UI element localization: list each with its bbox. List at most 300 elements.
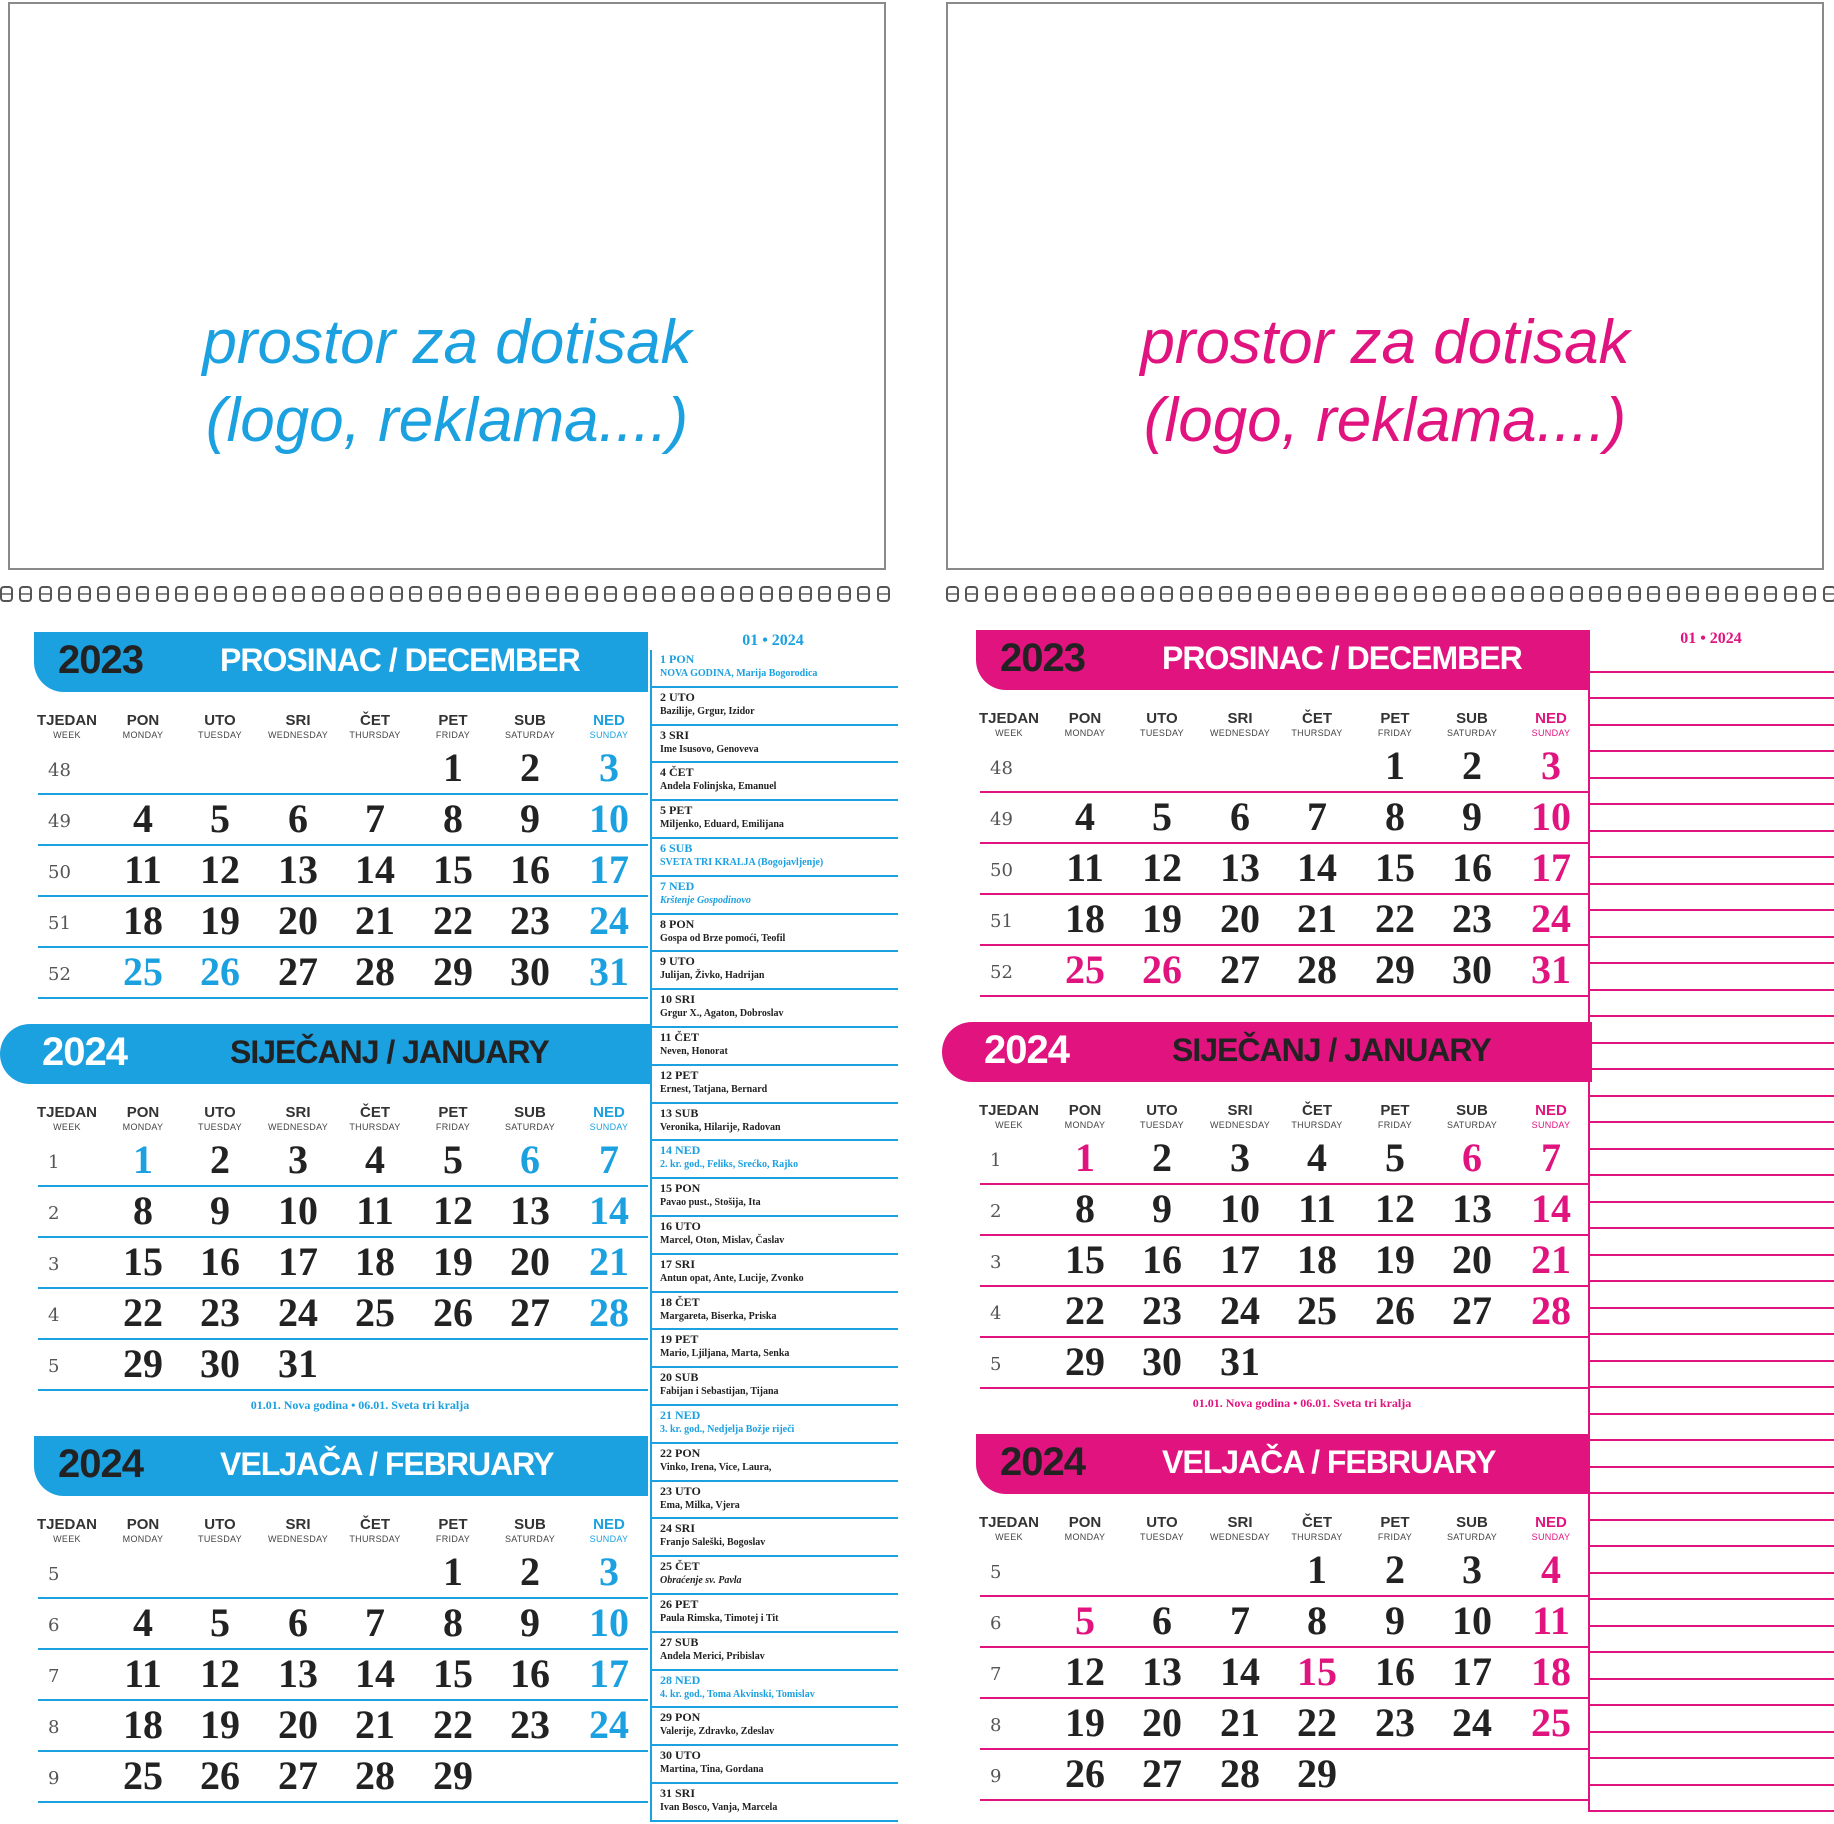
month-year: 2024 [42, 1030, 127, 1074]
nameday-entry [652, 1708, 898, 1746]
day-cell: 14 [1531, 1186, 1571, 1231]
week-number: 9 [48, 1768, 60, 1789]
note-line [1590, 805, 1834, 832]
nameday-date: 16 UTO [660, 1218, 701, 1233]
notes-lines [1588, 646, 1834, 1812]
day-cell: 8 [1307, 1598, 1327, 1643]
row-divider [980, 1799, 1590, 1801]
nameday-title: 01 • 2024 [742, 632, 804, 649]
weekday-name: ČET [360, 712, 390, 729]
nameday-entry [652, 915, 898, 953]
week-number: 5 [990, 1354, 1002, 1375]
nameday-names: Veronika, Hilarije, Radovan [660, 1121, 781, 1133]
holiday-note: 01.01. Nova godina • 06.01. Sveta tri kralja [250, 1398, 470, 1412]
weekday-name-en: SATURDAY [504, 730, 556, 740]
nameday-entry [652, 688, 898, 726]
day-cell: 19 [1142, 896, 1182, 941]
nameday-entry [652, 1444, 898, 1482]
day-cell: 14 [1297, 845, 1337, 890]
week-row [980, 844, 1590, 895]
nameday-date: 6 SUB [660, 840, 693, 855]
weekday-name: PON [126, 1516, 160, 1533]
weekday-header [1201, 710, 1279, 739]
note-line [1590, 1441, 1834, 1468]
spiral-ring [1375, 586, 1388, 602]
day-cell: 18 [1297, 1237, 1337, 1282]
weekday-name: ČET [1302, 710, 1332, 727]
spiral-ring [78, 586, 91, 602]
day-cell: 14 [355, 1651, 395, 1696]
spiral-ring [19, 586, 32, 602]
day-cell: 26 [1375, 1288, 1415, 1333]
spiral-ring [1004, 586, 1017, 602]
weekday-name-en: WEDNESDAY [267, 1534, 329, 1544]
week-row [980, 1338, 1590, 1389]
weekday-name: UTO [204, 1516, 236, 1533]
nameday-date: 10 SRI [660, 992, 696, 1007]
day-cell: 26 [1142, 947, 1182, 992]
month-year: 2024 [1000, 1440, 1085, 1484]
week-number: 4 [48, 1305, 60, 1326]
weekday-name-en: THURSDAY [349, 730, 401, 740]
nameday-entry [652, 1028, 898, 1066]
spiral-ring [390, 586, 403, 602]
nameday-date: 19 PET [660, 1332, 699, 1347]
day-cell: 12 [200, 847, 240, 892]
day-cell: 28 [355, 1753, 395, 1798]
spiral-ring [1316, 586, 1329, 602]
month-title: SIJEČANJ / JANUARY [1172, 1032, 1491, 1068]
day-cell: 30 [510, 949, 550, 994]
weekday-header [1433, 710, 1511, 739]
day-cell: 13 [278, 847, 318, 892]
spiral-ring [643, 586, 656, 602]
nameday-names: 3. kr. god., Nedjelja Božje riječi [660, 1423, 795, 1435]
weekday-header [1046, 710, 1124, 739]
day-cell: 6 [1152, 1598, 1172, 1643]
day-cell: 15 [1375, 845, 1415, 890]
weekday-name: NED [593, 1104, 625, 1121]
nameday-entry [652, 1519, 898, 1557]
day-cell: 3 [1462, 1547, 1482, 1592]
day-cell: 2 [210, 1137, 230, 1182]
month-block [0, 1024, 650, 1412]
weekday-header [1123, 1514, 1201, 1543]
spiral-ring [507, 586, 520, 602]
week-row [980, 793, 1590, 844]
day-cell: 24 [1220, 1288, 1260, 1333]
note-line [1590, 779, 1834, 806]
nameday-entry [652, 839, 898, 877]
spiral-ring [585, 586, 598, 602]
nameday-names: SVETA TRI KRALJA (Bogojavljenje) [660, 856, 824, 868]
nameday-date: 23 UTO [660, 1483, 701, 1498]
weekday-name: TJEDAN [36, 712, 97, 729]
spiral-ring [1258, 586, 1271, 602]
nameday-entry [652, 1330, 898, 1368]
weekday-header [970, 1514, 1048, 1543]
day-cell: 1 [133, 1137, 153, 1182]
day-cell: 31 [589, 949, 629, 994]
nameday-date: 1 PON [660, 652, 695, 666]
note-line [1590, 1680, 1834, 1707]
day-cell: 22 [1065, 1288, 1105, 1333]
day-cell: 25 [1065, 947, 1105, 992]
spiral-ring [370, 586, 383, 602]
row-divider [980, 1387, 1590, 1389]
note-line [1590, 1627, 1834, 1654]
day-cell: 28 [589, 1290, 629, 1335]
weekday-name-en: WEDNESDAY [1209, 1120, 1271, 1130]
nameday-names: Valerije, Zdravko, Zdeslav [660, 1726, 775, 1738]
spiral-ring [965, 586, 978, 602]
weekday-name-en: SUNDAY [589, 730, 629, 740]
spiral-ring [701, 586, 714, 602]
nameday-names: Paula Rimska, Timotej i Tit [660, 1612, 779, 1624]
weekday-header [491, 1104, 569, 1133]
week-number: 52 [48, 964, 71, 985]
weekday-name: PET [438, 1516, 468, 1533]
weekday-header [1356, 1514, 1434, 1543]
nameday-date: 26 PET [660, 1596, 699, 1611]
spiral-ring [1511, 586, 1524, 602]
weekday-header [491, 1516, 569, 1545]
nameday-names: Fabijan i Sebastijan, Tijana [660, 1386, 779, 1398]
nameday-date: 22 PON [660, 1445, 701, 1460]
note-line [1590, 646, 1834, 673]
spiral-ring [1453, 586, 1466, 602]
day-cell: 17 [1531, 845, 1571, 890]
weekday-name: ČET [1302, 1514, 1332, 1531]
nameday-date: 30 UTO [660, 1748, 701, 1763]
spiral-ring [662, 586, 675, 602]
nameday-entry [652, 763, 898, 801]
weekday-name-en: SATURDAY [504, 1534, 556, 1544]
weekday-name: TJEDAN [36, 1104, 97, 1121]
nameday-date: 4 ČET [660, 765, 694, 780]
note-line [1590, 673, 1834, 700]
spiral-ring [312, 586, 325, 602]
spiral-ring [946, 586, 959, 602]
weekday-header [336, 712, 414, 741]
day-cell: 12 [1375, 1186, 1415, 1231]
day-cell: 12 [1065, 1649, 1105, 1694]
spiral-ring [1414, 586, 1427, 602]
week-row [980, 1597, 1590, 1648]
weekday-name-en: FRIDAY [435, 1534, 471, 1544]
day-cell: 14 [589, 1188, 629, 1233]
day-cell: 8 [1385, 794, 1405, 839]
nameday-date: 8 PON [660, 916, 695, 931]
day-cell: 27 [1142, 1751, 1182, 1796]
note-line [1590, 1706, 1834, 1733]
day-cell: 9 [1152, 1186, 1172, 1231]
day-cell: 22 [1297, 1700, 1337, 1745]
ad-text-line2: (logo, reklama....) [1143, 386, 1627, 455]
week-row [38, 897, 648, 948]
ad-placeholder-box [946, 2, 1824, 570]
spiral-ring [448, 586, 461, 602]
spiral-ring [39, 586, 52, 602]
nameday-entry [652, 1179, 898, 1217]
day-cell: 5 [443, 1137, 463, 1182]
weekday-header [259, 1516, 337, 1545]
month-title: PROSINAC / DECEMBER [1162, 640, 1522, 676]
week-number: 49 [990, 809, 1013, 830]
weekday-name: UTO [1146, 1102, 1178, 1119]
weekday-name: UTO [204, 712, 236, 729]
nameday-date: 17 SRI [660, 1256, 696, 1271]
spiral-ring [1121, 586, 1134, 602]
spiral-ring [156, 586, 169, 602]
day-cell: 13 [1142, 1649, 1182, 1694]
note-line [1590, 1388, 1834, 1415]
note-line [1590, 1494, 1834, 1521]
nameday-date: 7 NED [660, 878, 695, 893]
day-cell: 15 [433, 1651, 473, 1696]
note-line [1590, 911, 1834, 938]
spiral-ring [604, 586, 617, 602]
day-cell: 17 [589, 1651, 629, 1696]
spiral-ring [1082, 586, 1095, 602]
nameday-entry [652, 1141, 898, 1179]
month-year: 2024 [58, 1442, 143, 1486]
spiral-ring [1141, 586, 1154, 602]
day-cell: 17 [1220, 1237, 1260, 1282]
weekday-header [259, 712, 337, 741]
day-cell: 1 [443, 1549, 463, 1594]
weekday-header [28, 1516, 106, 1545]
weekday-name-en: TUESDAY [1140, 1532, 1184, 1542]
day-cell: 23 [200, 1290, 240, 1335]
ad-text-line1: prostor za dotisak [1140, 308, 1630, 377]
day-cell: 16 [1452, 845, 1492, 890]
day-cell: 13 [1220, 845, 1260, 890]
day-cell: 3 [599, 1549, 619, 1594]
nameday-entry [652, 1633, 898, 1671]
nameday-entry [652, 1557, 898, 1595]
spiral-ring [565, 586, 578, 602]
spiral-ring [1686, 586, 1699, 602]
nameday-date: 25 ČET [660, 1559, 700, 1574]
day-cell: 23 [1375, 1700, 1415, 1745]
day-cell: 1 [1075, 1135, 1095, 1180]
spiral-binding [946, 586, 1834, 604]
day-cell: 10 [1220, 1186, 1260, 1231]
weekday-header [970, 710, 1048, 739]
weekday-name-en: SATURDAY [1446, 1532, 1498, 1542]
week-number: 7 [48, 1666, 60, 1687]
day-cell: 21 [355, 898, 395, 943]
day-cell: 28 [1220, 1751, 1260, 1796]
day-cell: 19 [200, 898, 240, 943]
nameday-list [650, 650, 898, 1822]
nameday-entry [652, 1066, 898, 1104]
month-header [0, 1024, 650, 1084]
nameday-names: Julijan, Živko, Hadrijan [660, 970, 765, 982]
week-number: 5 [990, 1562, 1002, 1583]
weekday-name: TJEDAN [36, 1516, 97, 1533]
day-cell: 20 [1452, 1237, 1492, 1282]
nameday-entry [652, 1595, 898, 1633]
day-cell: 1 [1385, 743, 1405, 788]
weekday-header [1046, 1102, 1124, 1131]
day-cell: 5 [1385, 1135, 1405, 1180]
spiral-ring [1823, 586, 1834, 602]
nameday-date: 28 NED [660, 1672, 701, 1687]
weekday-name: PET [1380, 710, 1410, 727]
day-cell: 3 [288, 1137, 308, 1182]
spiral-ring [1608, 586, 1621, 602]
day-cell: 12 [200, 1651, 240, 1696]
notes-title: 01 • 2024 [1680, 630, 1742, 647]
day-cell: 7 [599, 1137, 619, 1182]
ad-text-line2: (logo, reklama....) [205, 386, 689, 455]
nameday-date: 24 SRI [660, 1521, 696, 1536]
note-line [1590, 885, 1834, 912]
day-cell: 11 [1532, 1598, 1570, 1643]
weekday-name: SRI [285, 1516, 311, 1533]
note-line [1590, 1123, 1834, 1150]
nameday-names: Neven, Honorat [660, 1045, 728, 1057]
day-cell: 24 [278, 1290, 318, 1335]
weekday-header [336, 1104, 414, 1133]
day-cell: 11 [124, 847, 162, 892]
weekday-name: TJEDAN [978, 1514, 1039, 1531]
weekday-header [104, 1104, 182, 1133]
weekday-name-en: SUNDAY [1531, 1120, 1571, 1130]
week-number: 48 [990, 758, 1013, 779]
nameday-names: Ime Isusovo, Genoveva [660, 743, 759, 755]
weekday-header [1278, 1102, 1356, 1131]
weekday-name: NED [1535, 710, 1567, 727]
day-cell: 31 [278, 1341, 318, 1386]
day-cell: 11 [1298, 1186, 1336, 1231]
week-row [980, 1185, 1590, 1236]
day-cell: 13 [510, 1188, 550, 1233]
month-year: 2023 [58, 638, 143, 682]
spiral-ring [682, 586, 695, 602]
spiral-ring [1570, 586, 1583, 602]
weekday-name-en: THURSDAY [349, 1122, 401, 1132]
calendar-variant-blue [0, 0, 880, 1824]
day-cell: 27 [510, 1290, 550, 1335]
day-cell: 15 [1297, 1649, 1337, 1694]
note-line [1590, 1070, 1834, 1097]
nameday-names: NOVA GODINA, Marija Bogorodica [660, 668, 818, 679]
spiral-ring [526, 586, 539, 602]
month-block [942, 630, 1592, 992]
day-cell: 27 [1452, 1288, 1492, 1333]
day-cell: 24 [589, 1702, 629, 1747]
spiral-ring [740, 586, 753, 602]
note-line [1590, 1150, 1834, 1177]
nameday-entry [652, 1671, 898, 1709]
spiral-ring [1063, 586, 1076, 602]
spiral-ring [1336, 586, 1349, 602]
weekday-name: UTO [204, 1104, 236, 1121]
day-cell: 29 [123, 1341, 163, 1386]
weekday-name: TJEDAN [978, 710, 1039, 727]
weekday-name-en: MONDAY [122, 1122, 164, 1132]
day-cell: 23 [1452, 896, 1492, 941]
week-number: 8 [990, 1715, 1002, 1736]
weekday-name-en: WEDNESDAY [1209, 728, 1271, 738]
day-cell: 11 [1066, 845, 1104, 890]
day-cell: 2 [1152, 1135, 1172, 1180]
week-row [980, 1648, 1590, 1699]
spiral-ring [409, 586, 422, 602]
day-cell: 25 [123, 1753, 163, 1798]
day-cell: 28 [1531, 1288, 1571, 1333]
weekday-name-en: SATURDAY [1446, 728, 1498, 738]
weekday-name-en: SUNDAY [589, 1534, 629, 1544]
day-cell: 15 [433, 847, 473, 892]
spiral-ring [487, 586, 500, 602]
day-cell: 21 [1220, 1700, 1260, 1745]
day-cell: 20 [1220, 896, 1260, 941]
day-cell: 21 [355, 1702, 395, 1747]
spiral-ring [985, 586, 998, 602]
holiday-note: 01.01. Nova godina • 06.01. Sveta tri kralja [1192, 1396, 1412, 1410]
week-number: 52 [990, 962, 1013, 983]
spiral-ring [0, 586, 13, 602]
week-row [980, 1287, 1590, 1338]
weekday-name: SRI [1227, 1514, 1253, 1531]
nameday-date: 20 SUB [660, 1370, 699, 1385]
week-row [38, 846, 648, 897]
nameday-date: 5 PET [660, 803, 693, 818]
day-cell: 10 [589, 796, 629, 841]
week-number: 9 [990, 1766, 1002, 1787]
week-number: 51 [990, 911, 1013, 932]
month-header [0, 632, 650, 692]
note-line [1590, 1600, 1834, 1627]
weekday-name: PET [1380, 1514, 1410, 1531]
spiral-ring [1024, 586, 1037, 602]
weekday-name-en: WEEK [995, 1532, 1023, 1542]
note-line [1590, 1309, 1834, 1336]
spiral-ring [624, 586, 637, 602]
note-line [1590, 858, 1834, 885]
spiral-ring [292, 586, 305, 602]
spiral-ring [175, 586, 188, 602]
month-header [942, 1022, 1592, 1082]
note-line [1590, 1176, 1834, 1203]
day-cell: 19 [433, 1239, 473, 1284]
day-cell: 18 [123, 1702, 163, 1747]
weekday-name-en: SUNDAY [1531, 728, 1571, 738]
day-cell: 18 [1065, 896, 1105, 941]
weekday-name-en: THURSDAY [1291, 1120, 1343, 1130]
day-cell: 25 [123, 949, 163, 994]
nameday-names: Obraćenje sv. Pavla [660, 1575, 742, 1587]
nameday-names: Marcel, Oton, Mislav, Časlav [660, 1234, 785, 1246]
week-number: 50 [990, 860, 1013, 881]
weekday-name: PET [438, 1104, 468, 1121]
weekday-name: ČET [360, 1104, 390, 1121]
nameday-entry [652, 877, 898, 915]
week-number: 2 [990, 1201, 1002, 1222]
weekday-header [104, 1516, 182, 1545]
spiral-ring [1199, 586, 1212, 602]
nameday-names: Ernest, Tatjana, Bernard [660, 1083, 768, 1095]
weekday-name-en: WEDNESDAY [267, 730, 329, 740]
weekday-name-en: TUESDAY [198, 1122, 242, 1132]
nameday-date: 3 SRI [660, 727, 690, 742]
weekday-header [1123, 710, 1201, 739]
nameday-date: 2 UTO [660, 689, 695, 704]
